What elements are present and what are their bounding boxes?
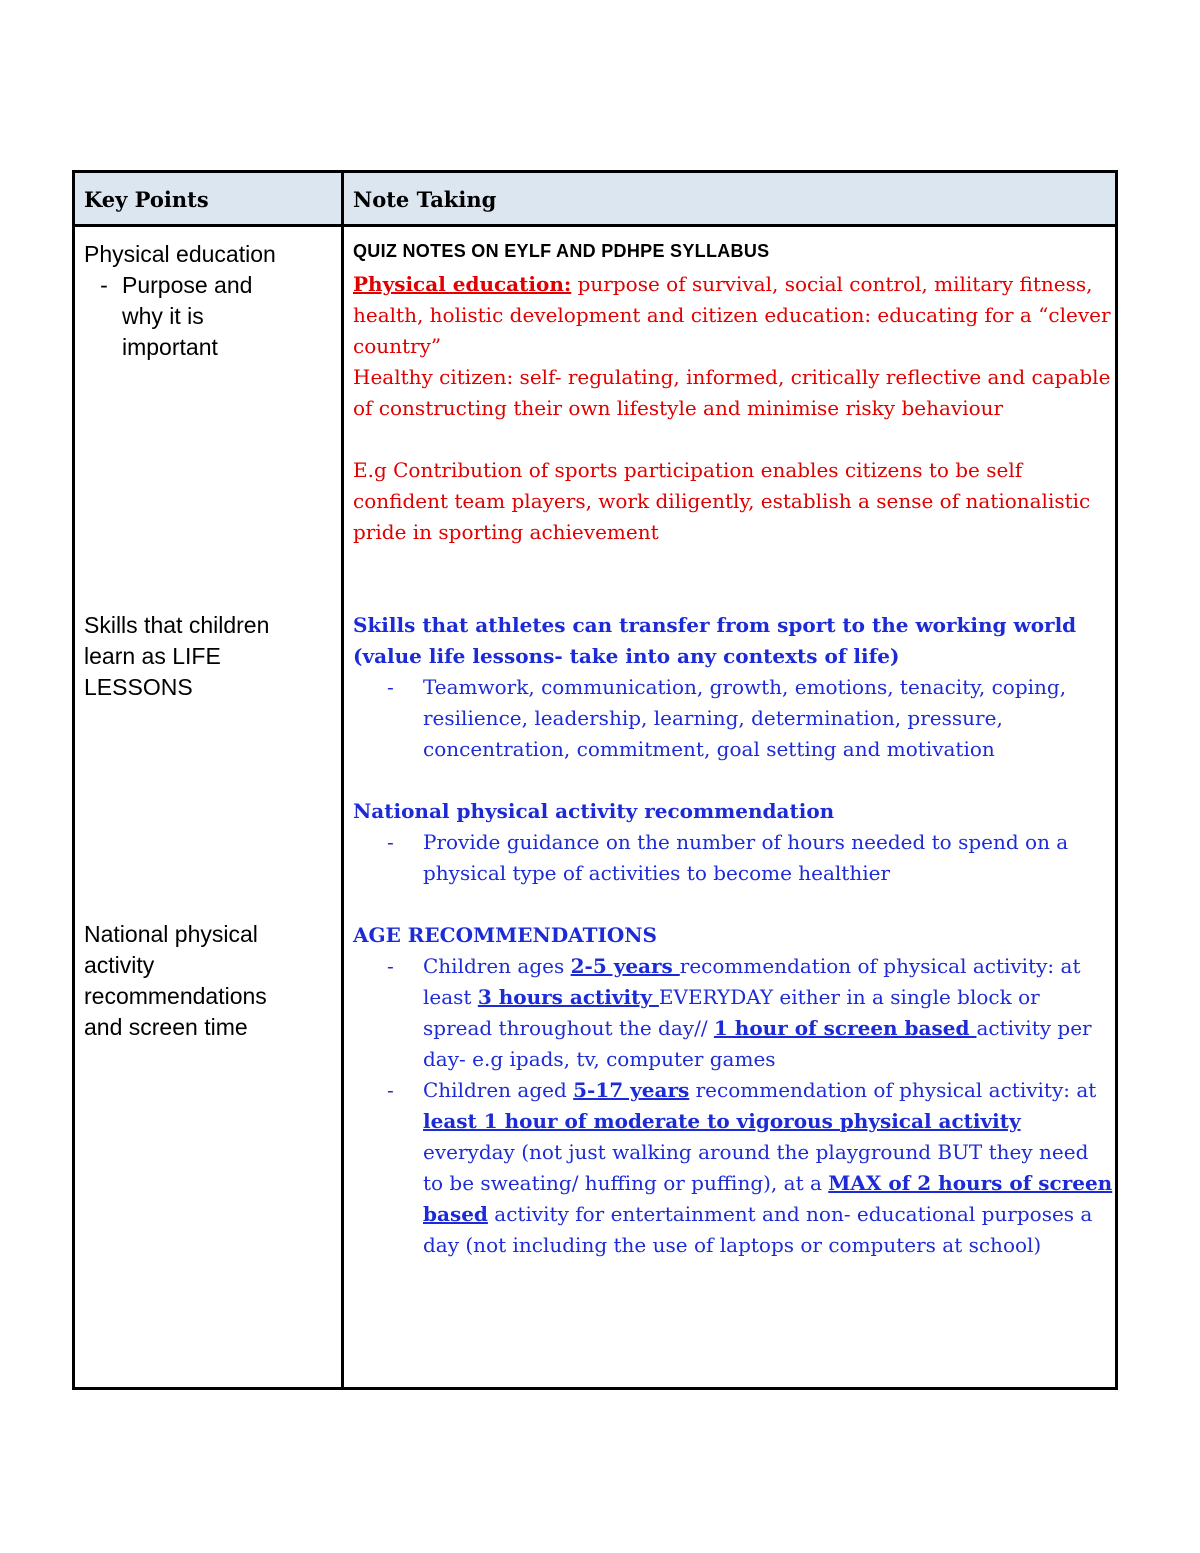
column-divider (341, 173, 344, 1387)
key-point-national-activity: National physical activity recommendations and screen time (84, 921, 267, 1040)
dash-bullet: - (100, 272, 108, 298)
key-point-subitem: - Purpose and (84, 270, 329, 301)
national-activity-heading: National physical activity recommendation (353, 799, 835, 823)
note-taking-column (353, 239, 1113, 1261)
list-item: - Children ages 2-5 years recommendation of physical activity: at least 3 hours activity EVERYDAY either in a single block or spread throughout the day// 1 hour of screen based activity per day- e.g ipads, tv, computer games (423, 951, 1113, 1075)
skills-list (353, 672, 1113, 765)
list-item: - Teamwork, communication, growth, emotions, tenacity, coping, resilience, leadership, learning, determination, pressure, concentration, commitment, goal setting and motivation (423, 672, 1113, 765)
skills-heading: Skills that athletes can transfer from sport to the working world (value life lessons- take into any contexts of life) (353, 613, 1077, 668)
note-taking-header: Note Taking (353, 187, 497, 212)
notes-table (72, 170, 1118, 1390)
age-recommendations-list (353, 951, 1113, 1261)
age-recommendations-heading: AGE RECOMMENDATIONS (353, 923, 657, 947)
example-note: E.g Contribution of sports participation enables citizens to be self confident team players, work diligently, establish a sense of nationalistic pride in sporting achievement (353, 458, 1091, 544)
quiz-notes-title: QUIZ NOTES ON EYLF AND PDHPE SYLLABUS (353, 241, 770, 261)
table-header-row (75, 173, 1115, 227)
list-item: - Provide guidance on the number of hours needed to spend on a physical type of activities to become healthier (423, 827, 1113, 889)
key-point-life-lessons: Skills that children learn as LIFE LESSONS (84, 612, 270, 700)
list-item: - Children aged 5-17 years recommendation of physical activity: at least 1 hour of moderate to vigorous physical activity everyday (not just walking around the playground BUT they need to be sweating/ huffing or puffing), at a MAX of 2 hours of screen based activity for entertainment and non- educational purposes a day (not including the use of laptops or computers at school) (423, 1075, 1113, 1261)
healthy-citizen-note: Healthy citizen: self- regulating, informed, critically reflective and capable of constructing their own lifestyle and minimise risky behaviour (353, 365, 1111, 420)
key-point-physical-education: Physical education - Purpose and why it is important (84, 239, 329, 363)
national-activity-list (353, 827, 1113, 889)
physical-education-label: Physical education: (353, 272, 572, 296)
physical-education-note: Physical education: purpose of survival, social control, military fitness, health, holistic development and citizen education: educating for a “clever country” (353, 272, 1111, 358)
key-point-title: Physical education (84, 241, 276, 267)
key-points-header: Key Points (84, 187, 209, 212)
